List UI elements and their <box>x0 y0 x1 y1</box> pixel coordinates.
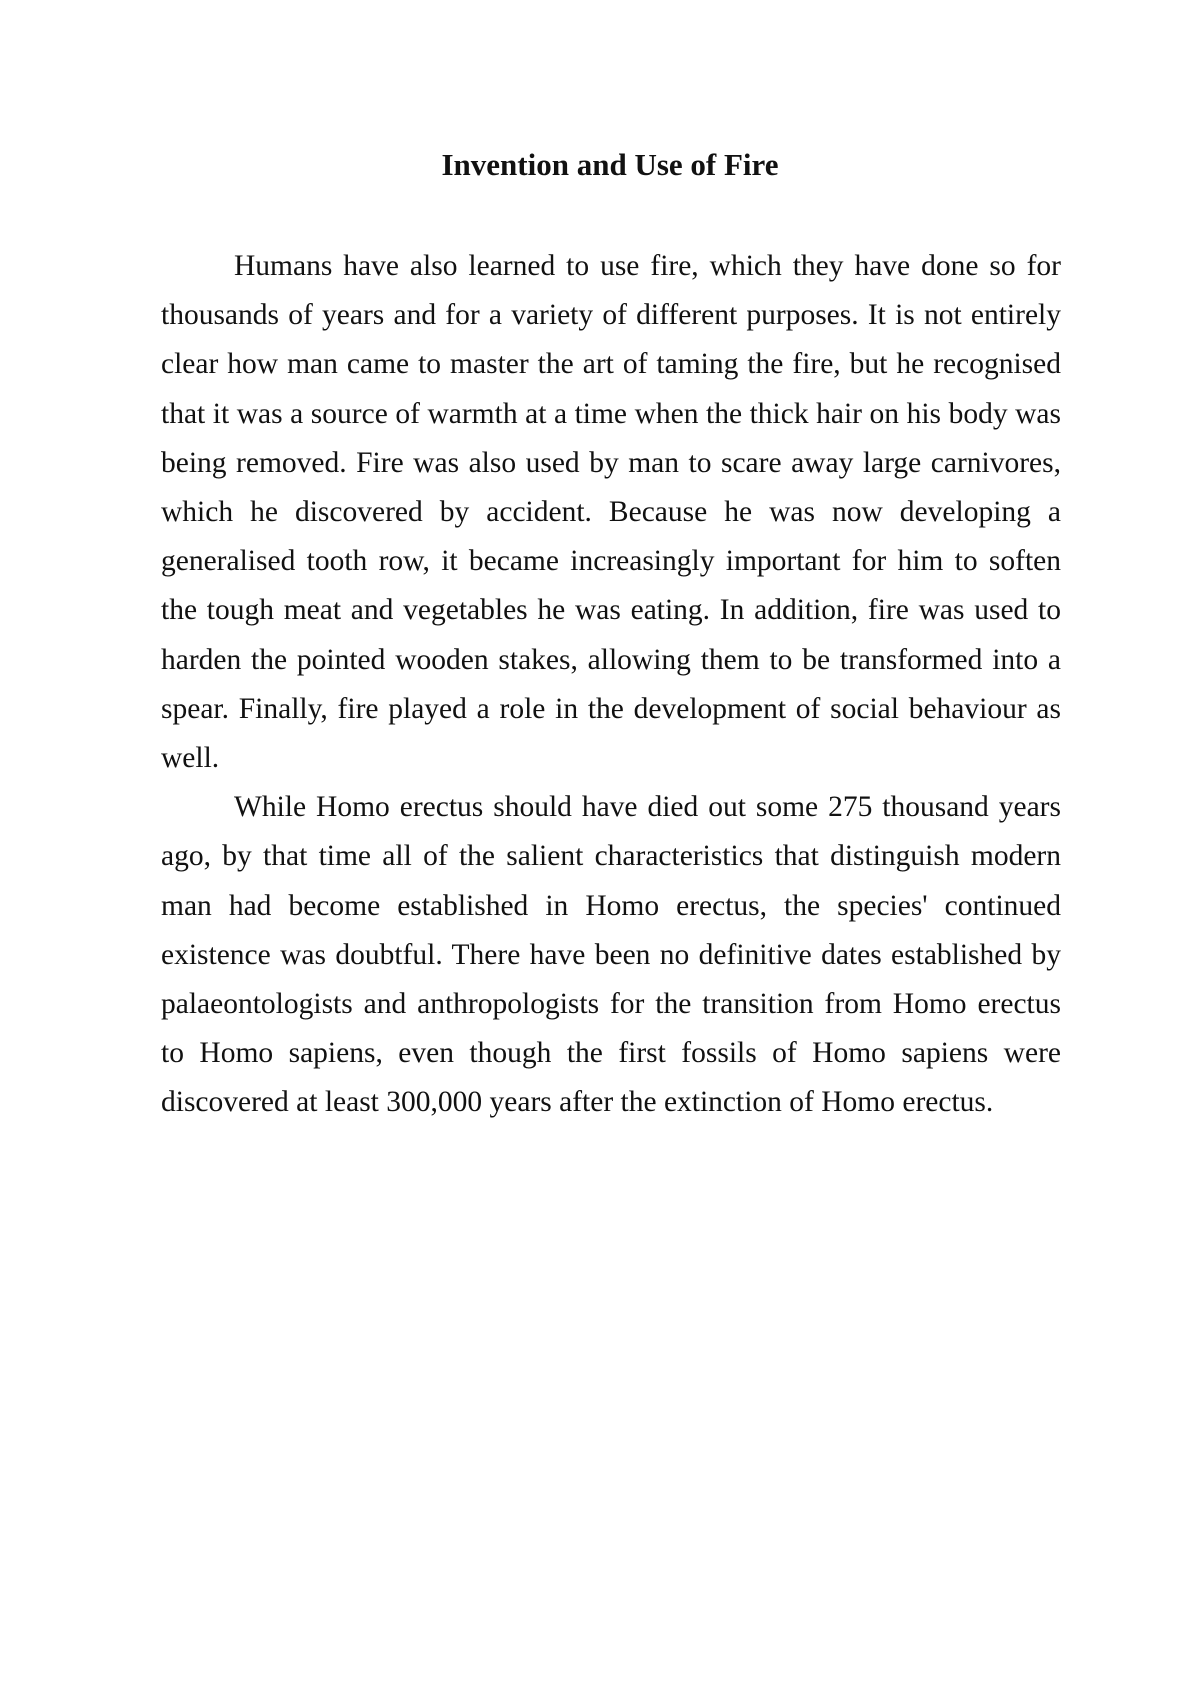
body-paragraph: While Homo erectus should have died out some 275 thousand years ago, by that time all of the salient characteristics that distinguish modern man had become established in Homo erectus, the species' continued existence was doubtful. There have been no definitive dates established by palaeontologists and anthropologists for the transition from Homo erectus to Homo sapiens, even though the first fossils of Homo sapiens were discovered at least 300,000 years after the extinction of Homo erectus. <box>161 791 1061 1119</box>
document-title: Invention and Use of Fire <box>441 147 779 182</box>
document-body <box>161 242 1061 1128</box>
body-paragraph: Humans have also learned to use fire, which they have done so for thousands of years and for a variety of different purposes. It is not entirely clear how man came to master the art of taming the fire, but he recognised that it was a source of warmth at a time when the thick hair on his body was being removed. Fire was also used by man to scare away large carnivores, which he discovered by accident. Because he was now developing a generalised tooth row, it became increasingly important for him to soften the tough meat and vegetables he was eating. In addition, fire was used to harden the pointed wooden stakes, allowing them to be transformed into a spear. Finally, fire played a role in the development of social behaviour as well. <box>161 250 1061 775</box>
